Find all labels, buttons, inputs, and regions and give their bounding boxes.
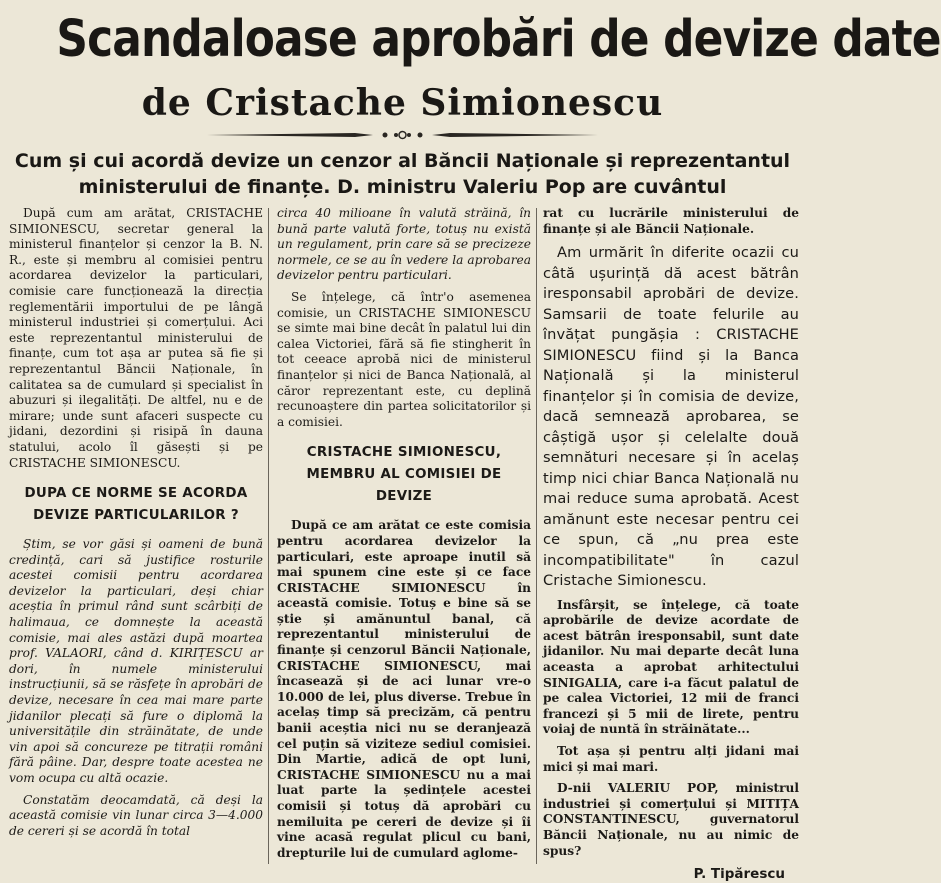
- byline: de Cristache Simionescu: [141, 82, 664, 124]
- column-1: [9, 206, 263, 866]
- paragraph: Constatăm deocamdată, că deși la această comisie vin lunar circa 3—4.000 de cereri și se acordă în total: [9, 792, 263, 838]
- paragraph: rat cu lucrările ministerului de finanțe și ale Băncii Naționale.: [543, 206, 799, 236]
- column-divider: [268, 208, 269, 864]
- section-heading: DUPA CE NORME SE ACORDA DEVIZE PARTICULARILOR ?: [24, 486, 248, 524]
- paragraph: Știm, se vor găsi și oameni de bună credință, cari să justifice rosturile acestei comisii pentru acordarea devizelor la particulari, deși chiar aceștia în primul rând sunt scârbiți de halimaua, ce domnește la această comisie, mai ales astăzi după moartea prof. VALAORI, când d. KIRIȚESCU ar dori, în numele ministerului instrucțiunii, să se răsfețe în aprobări de devize, necesare în cea mai mare parte jidanilor plecați să fure o diplomă la universitățile din străinătate, de unde vin apoi să concureze pe titrații români fără pâine. Dar, despre toate acestea ne vom ocupa cu altă ocazie.: [9, 537, 263, 785]
- ornament-divider: [205, 128, 600, 142]
- signature: P. Tipărescu: [693, 866, 785, 883]
- paragraph-large: Am urmărit în diferite ocazii cu câtă ușurință dă acest bătrân iresponsabil aprobări de devize. Samsarii de toate felurile au învățat pungășia : CRISTACHE SIMIONESCU fiind și la Banca Națională și la ministerul finanțelor și în comisia de devize, dacă semnează aprobarea, se câștigă ușor și celelalte două semnături necesare și în acelaș timp nici chiar Banca Națională nu mai reduce suma aprobată. Acest amănunt este necesar pentru cei ce spun, că „nu prea este incompatibilitate" în cazul Cristache Simionescu.: [543, 244, 799, 590]
- column-2: [277, 206, 531, 866]
- paragraph: Insfârșit, se înțelege, că toate aprobările de devize acordate de acest bătrân iresponsabil, sunt date jidanilor. Nu mai departe decât luna aceasta a aprobat arhitectului SINIGALIA, care i-a făcut palatul de pe calea Victoriei, 12 mii de franci francezi și 5 mii de lirete, pentru voiaj de nuntă în străinătate...: [543, 597, 799, 737]
- paragraph: După ce am arătat ce este comisia pentru acordarea devizelor la particulari, este aproape inutil să mai spunem cine este și ce face CRISTACHE SIMIONESCU în această comisie. Totuș e bine să se știe și amănuntul banal, că reprezentantul ministerului de finanțe și cenzorul Băncii Naționale, CRISTACHE SIMIONESCU, mai încasează și de aci lunar vre-o 10.000 de lei, plus diverse. Trebue în acelaș timp să precizăm, că pentru banii aceștia nici nu se deranjează cel puțin să viziteze sediul comisiei. Din Martie, adică de opt luni, CRISTACHE SIMIONESCU nu a mai luat parte la ședințele acestei comisii și totuș dă aprobări cu nemiluita pe cereri de devize și îi vine acasă regulat plicul cu bani, drepturile lui de cumulard aglome-: [277, 518, 531, 860]
- paragraph: După cum am arătat, CRISTACHE SIMIONESCU, secretar general la ministerul finanțelor și cenzor la B. N. R., este și membru al comisiei pentru acordarea devizelor la particulari, comisie care funcționează la direcția reglementării importului de pe lângă ministerul industriei și comerțului. Aci este reprezentantul ministerului de finanțe, cum tot așa ar putea să fie și reprezentantul Băncii Naționale, în calitatea sa de cumulard și specialist în abuzuri și ilegalități. De altfel, nu e de mirare; unde sunt afaceri suspecte cu jidani, dezordini și risipă în dauna statului, acolo îl găsești și pe CRISTACHE SIMIONESCU.: [9, 206, 263, 470]
- column-divider: [536, 208, 537, 864]
- column-3: [543, 206, 799, 883]
- paragraph: Tot așa și pentru alți jidani mai mici și mai mari.: [543, 744, 799, 774]
- paragraph: D-nii VALERIU POP, ministrul industriei și comerțului și MITIȚA CONSTANTINESCU, guvernatorul Băncii Naționale, nu au nimic de spus?: [543, 781, 799, 858]
- paragraph: Se înțelege, că într'o asemenea comisie, un CRISTACHE SIMIONESCU se simte mai bine decât în palatul lui din calea Victoriei, fără să fie stingherit în tot ceeace aprobă nici de ministerul finanțelor și nici de Banca Națională, al căror reprezentant este, cu deplină recunoaștere din partea solicitatorilor și a comisiei.: [277, 289, 531, 429]
- subheadline: Cum și cui acordă devize un cenzor al Băncii Naționale și reprezentantul ministerului de finanțe. D. ministru Valeriu Pop are cuvântul: [14, 150, 791, 198]
- section-heading: CRISTACHE SIMIONESCU, MEMBRU AL COMISIEI DE DEVIZE: [306, 445, 502, 505]
- paragraph: circa 40 milioane în valută străină, în bună parte valută forte, totuș nu există un regulament, prin care să se precizeze normele, ce se au în vedere la aprobarea devizelor pentru particulari.: [277, 206, 531, 283]
- headline: Scandaloase aprobări de devize date: [56, 10, 941, 69]
